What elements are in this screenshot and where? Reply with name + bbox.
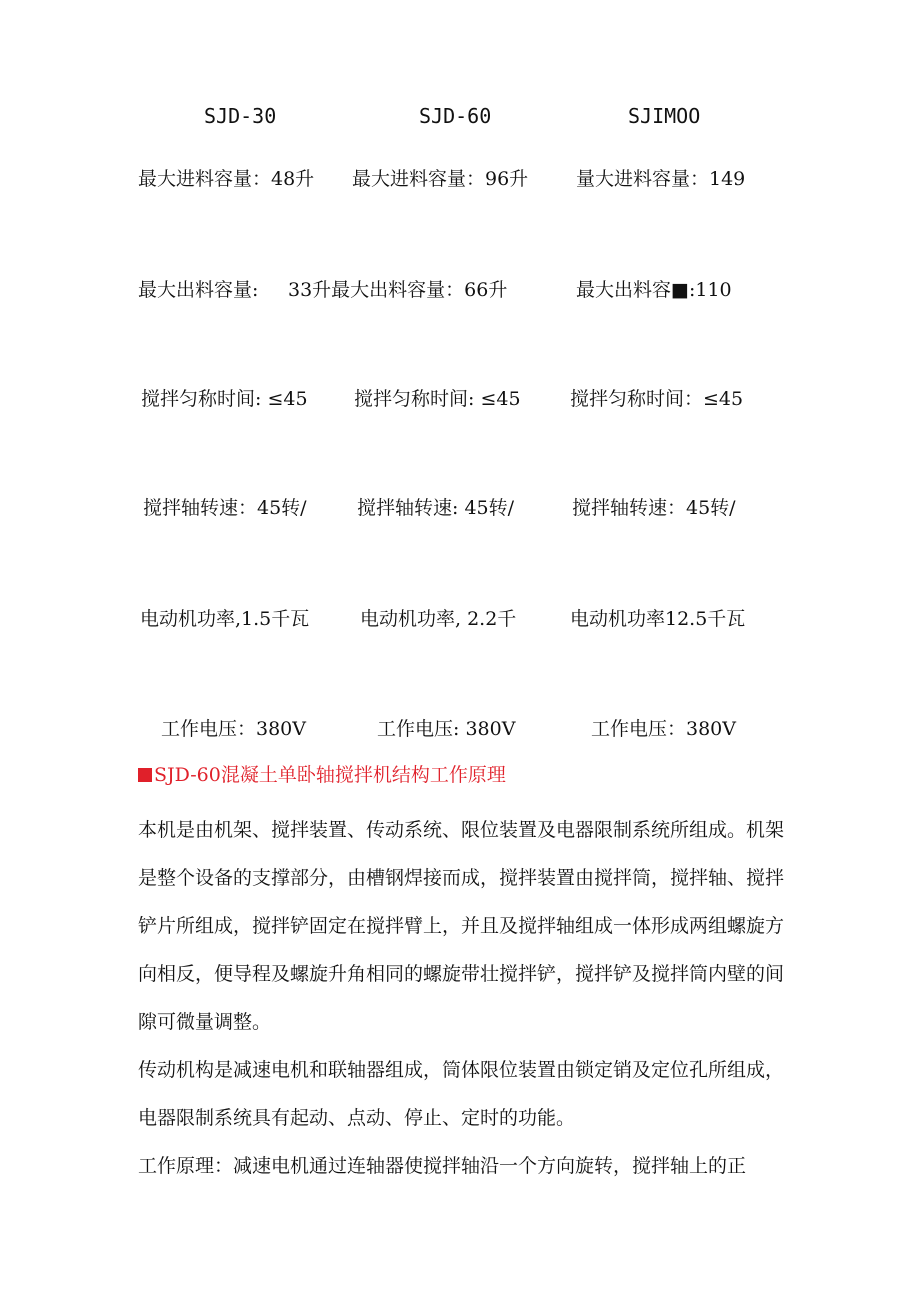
body-paragraph: 本机是由机架、搅拌装置、传动系统、限位装置及电器限制系统所组成。机架是整个设备的支撑部分，由槽钢焊接而成，搅拌装置由搅拌筒，搅拌轴、搅拌铲片所组成，搅拌铲固定在搅拌臂上，并且及搅拌轴组成一体形成两组螺旋方向相反，便导程及螺旋升角相同的螺旋带壮搅拌铲，搅拌铲及搅拌筒内壁的间隙可微量调整。 [138, 819, 785, 1033]
spec-cell: 工作电压: 380V [377, 718, 516, 740]
spec-cell: 33升最大出料容量：66升 [288, 279, 508, 301]
model-header-sjd60: SJD-60 [419, 104, 492, 128]
spec-cell: 搅拌匀称时间: ≤45 [354, 388, 521, 410]
spec-cell: 最大进料容量：96升 [352, 168, 529, 190]
model-header-sjimoo: SJIMOO [628, 104, 701, 128]
body-paragraph: 传动机构是减速电机和联轴器组成，筒体限位装置由锁定销及定位孔所组成，电器限制系统具有起动、点动、停止、定时的功能。 [138, 1059, 785, 1129]
body-paragraph: 工作原理：减速电机通过连轴器使搅拌轴沿一个方向旋转，搅拌轴上的正 [138, 1155, 747, 1177]
spec-cell: 搅拌轴转速：45转/ [572, 497, 736, 519]
spec-cell: 最大出料容■:110 [576, 279, 732, 301]
spec-cell: 搅拌匀称时间: ≤45 [141, 388, 308, 410]
model-header-sjd30: SJD-30 [204, 104, 277, 128]
spec-cell: 搅拌轴转速：45转/ [143, 497, 307, 519]
section-heading [138, 766, 506, 785]
spec-cell: 最大出料容量: [138, 279, 259, 301]
spec-cell: 量大进料容量：149 [576, 168, 746, 190]
spec-cell: 工作电压：380V [591, 718, 736, 740]
spec-cell: 工作电压：380V [161, 718, 306, 740]
spec-cell: 搅拌轴转速: 45转/ [357, 497, 515, 519]
spec-cell: 搅拌匀称时间：≤45 [570, 388, 744, 410]
spec-cell: 电动机功率, 2.2千 [360, 608, 517, 630]
spec-cell: 电动机功率12.5千瓦 [570, 608, 746, 630]
spec-cell: 电动机功率,1.5千瓦 [140, 608, 310, 630]
spec-cell: 最大进料容量：48升 [138, 168, 315, 190]
section-title: SJD-60混凝土单卧轴搅拌机结构工作原理 [154, 764, 506, 786]
square-bullet-icon [138, 768, 152, 782]
